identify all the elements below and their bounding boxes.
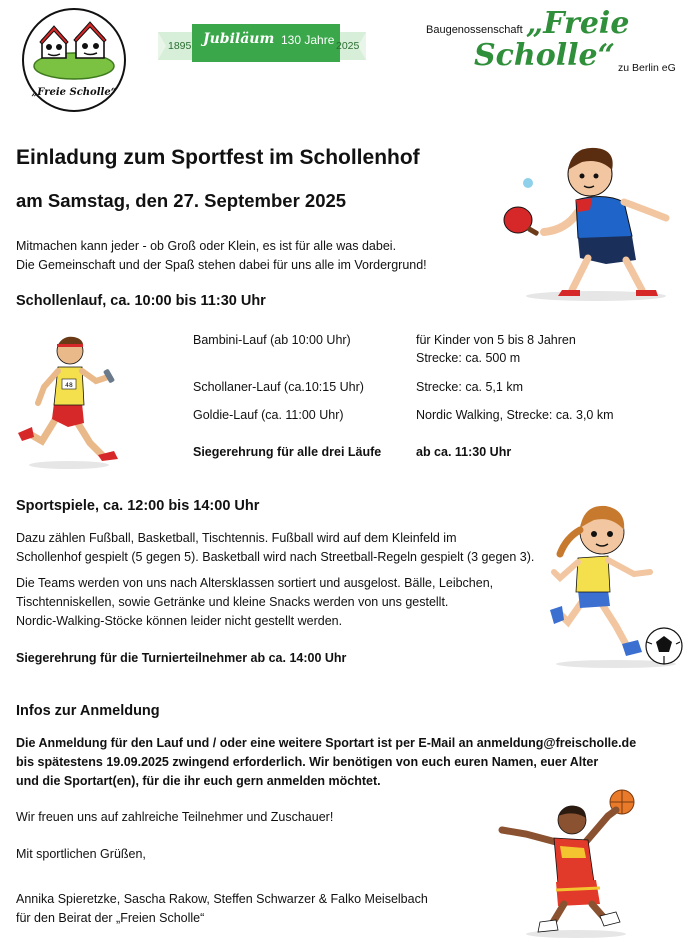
intro-line-2: Die Gemeinschaft und der Spaß stehen dabei für uns alle im Vordergrund! xyxy=(16,258,427,272)
run-row-2-name: Schollaner-Lauf (ca.10:15 Uhr) xyxy=(193,380,364,394)
sport-award: Siegerehrung für die Turnierteilnehmer ab ca. 14:00 Uhr xyxy=(16,651,347,665)
registration-line-3: und die Sportart(en), für die ihr euch gern anmelden möchtet. xyxy=(16,774,381,788)
sport-p2-line-2: Tischtenniskellen, sowie Getränke und kleine Snacks werden von uns gestellt. xyxy=(16,595,449,609)
jubilee-label: Jubiläum xyxy=(203,31,275,47)
basketball-player-illustration xyxy=(496,786,642,938)
run-row-1-name: Bambini-Lauf (ab 10:00 Uhr) xyxy=(193,333,351,347)
jubilee-year-to: 2025 xyxy=(336,40,360,52)
jubilee-banner xyxy=(158,22,366,68)
run-award-time: ab ca. 11:30 Uhr xyxy=(416,445,512,459)
brand-logo xyxy=(420,6,682,80)
registration-line-2: bis spätestens 19.09.2025 zwingend erforderlich. Wir benötigen von euch euren Namen, euer Alter xyxy=(16,755,599,769)
event-date: am Samstag, den 27. September 2025 xyxy=(16,190,347,211)
freie-scholle-logo xyxy=(20,6,128,114)
intro-line-1: Mitmachen kann jeder - ob Groß oder Klein, es ist für alle was dabei. xyxy=(16,239,397,253)
closing-text: Wir freuen uns auf zahlreiche Teilnehmer und Zuschauer! xyxy=(16,810,334,824)
run-row-3-name: Goldie-Lauf (ca. 11:00 Uhr) xyxy=(193,408,344,422)
jubilee-year-from: 1895 xyxy=(168,40,192,52)
run-row-1-info2: Strecke: ca. 500 m xyxy=(416,351,521,365)
organizer-names: Annika Spieretzke, Sascha Rakow, Steffen Schwarzer & Falko Meiselbach xyxy=(16,892,428,906)
brand-prefix: Baugenossenschaft xyxy=(426,24,523,36)
running-section-heading: Schollenlauf, ca. 10:00 bis 11:30 Uhr xyxy=(16,293,266,309)
run-row-2-info1: Strecke: ca. 5,1 km xyxy=(416,380,523,394)
brand-line1: „Freie xyxy=(526,6,630,41)
run-award-label: Siegerehrung für alle drei Läufe xyxy=(193,445,382,459)
brand-line2: Scholle“ xyxy=(474,38,615,73)
registration-line-1: Die Anmeldung für den Lauf und / oder eine weitere Sportart ist per E-Mail an anmeldung@freischolle.de xyxy=(16,736,637,750)
run-row-3-info1: Nordic Walking, Strecke: ca. 3,0 km xyxy=(416,408,614,422)
registration-heading: Infos zur Anmeldung xyxy=(16,703,160,719)
jubilee-years: 130 Jahre xyxy=(281,33,335,47)
signoff-text: für den Beirat der „Freien Scholle“ xyxy=(16,911,205,925)
sports-section-heading: Sportspiele, ca. 12:00 bis 14:00 Uhr xyxy=(16,498,260,514)
brand-suffix: zu Berlin eG xyxy=(618,62,676,74)
run-row-1-info1: für Kinder von 5 bis 8 Jahren xyxy=(416,333,576,347)
runner-illustration xyxy=(14,333,124,471)
sport-p2-line-3: Nordic-Walking-Stöcke können leider nicht gestellt werden. xyxy=(16,614,343,628)
sport-p1-line-2: Schollenhof gespielt (5 gegen 5). Basketball wird nach Streetball-Regeln gespielt (3 gegen 3). xyxy=(16,550,535,564)
sport-p1-line-1: Dazu zählen Fußball, Basketball, Tischtennis. Fußball wird auf dem Kleinfeld im xyxy=(16,531,457,545)
svg-text:48: 48 xyxy=(65,382,73,389)
table-tennis-player-illustration xyxy=(496,140,676,302)
greeting-text: Mit sportlichen Grüßen, xyxy=(16,847,146,861)
logo-text: „Freie Scholle“ xyxy=(31,87,117,98)
soccer-girl-illustration xyxy=(546,494,688,670)
sport-p2-line-1: Die Teams werden von uns nach Altersklassen sortiert und ausgelost. Bälle, Leibchen, xyxy=(16,576,494,590)
page-title: Einladung zum Sportfest im Schollenhof xyxy=(16,146,420,169)
